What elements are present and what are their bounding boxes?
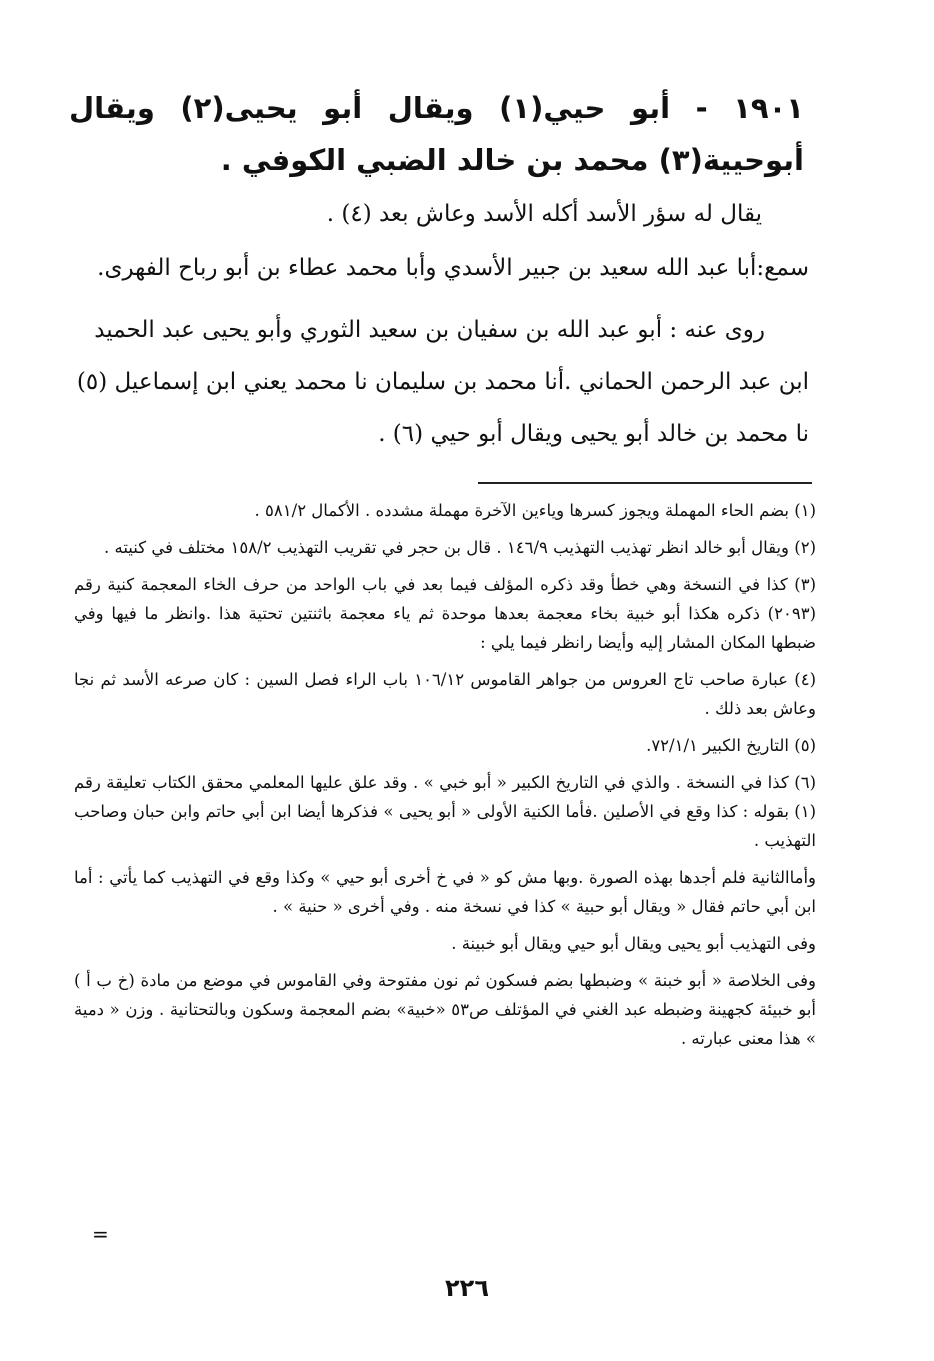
footnote-separator <box>478 482 812 484</box>
footnote-6-continuation: وفى التهذيب أبو يحيى ويقال أبو حيي ويقال أبو خبينة . <box>451 934 816 953</box>
footnotes-section <box>74 496 816 1061</box>
footnote-2: (٢) ويقال أبو خالد انظر تهذيب التهذيب ١٤٦/٩ . قال بن حجر في تقريب التهذيب ١٥٨/٢ مختلف في كنيته . <box>103 538 816 557</box>
paragraph-narrated-by <box>69 304 809 460</box>
footnote-3: (٣) كذا في النسخة وهي خطأ وقد ذكره المؤلف فيما بعد في باب الواحد من حرف الخاء المعجمة كنية رقم (٢٠٩٣) ذكره هكذا أبو خبية بخاء معجمة بعدها موحدة ثم ياء معجمة باثنتين تحتية هذا .وانظر ما فيها وفي ضبطها المكان المشار إليه وأيضا رانظر فيما يلي : <box>74 575 816 652</box>
page-number: ٢٢٦ <box>445 1274 489 1302</box>
footnote-4: (٤) عبارة صاحب تاج العروس من جواهر القاموس ١٠٦/١٢ باب الراء فصل السين : كان صرعه الأسد ثم نجا وعاش بعد ذلك . <box>74 670 816 718</box>
narration-line: ابن عبد الرحمن الحماني .أنا محمد بن سليمان نا محمد يعني ابن إسماعيل (٥) <box>76 369 809 395</box>
narration-line: نا محمد بن خالد أبو يحيى ويقال أبو حيي (٦) . <box>378 421 809 447</box>
continuation-mark: = <box>92 1222 109 1246</box>
footnote-6-continuation: وفى الخلاصة « أبو خبنة » وضبطها بضم فسكون ثم نون مفتوحة وفي القاموس في موضع من مادة (خ ب أ ) أبو خبيئة كجهينة وضبطه عبد الغني في المؤتلف ص٥٣ «خبية» بضم المعجمة وسكون وبالتحتانية . وزن « دمية » هذا معنى عبارته . <box>74 971 816 1048</box>
entry-heading: ١٩٠١ - أبو حيي(١) ويقال أبو يحيى(٢) ويقال أبوحيية(٣) محمد بن خالد الضبي الكوفي . <box>69 91 804 177</box>
footnote-6: (٦) كذا في النسخة . والذي في التاريخ الكبير « أبو خبي » . وقد علق عليها المعلمي محقق الكتاب تعليقة رقم (١) بقوله : كذا وقع في الأصلين .فأما الكنية الأولى « أبو يحيى » فذكرها أيضا ابن أبي حاتم وابن حبان وصاحب التهذيب . <box>74 773 816 850</box>
paragraph-nickname-note: يقال له سؤر الأسد أكله الأسد وعاش بعد (٤) . <box>326 201 762 227</box>
footnote-6-continuation: وأماالثانية فلم أجدها بهذه الصورة .وبها مش كو « في خ أخرى أبو حيي » وكذا وقع في التهذيب كما يأتي : أما ابن أبي حاتم فقال « ويقال أبو حبية » كذا في نسخة منه . وفي أخرى « حنية » . <box>74 868 816 916</box>
footnote-1: (١) بضم الحاء المهملة ويجوز كسرها وياءين الآخرة مهملة مشدده . الأكمال ٥٨١/٢ . <box>254 501 816 520</box>
narration-line: روى عنه : أبو عبد الله بن سفيان بن سعيد الثوري وأبو يحيى عبد الحميد <box>94 317 765 343</box>
footnote-5: (٥) التاريخ الكبير ٧٢/١/١. <box>646 736 816 755</box>
paragraph-heard-from: سمع:أبا عبد الله سعيد بن جبير الأسدي وأبا محمد عطاء بن أبو رباح الفهرى. <box>97 255 809 281</box>
